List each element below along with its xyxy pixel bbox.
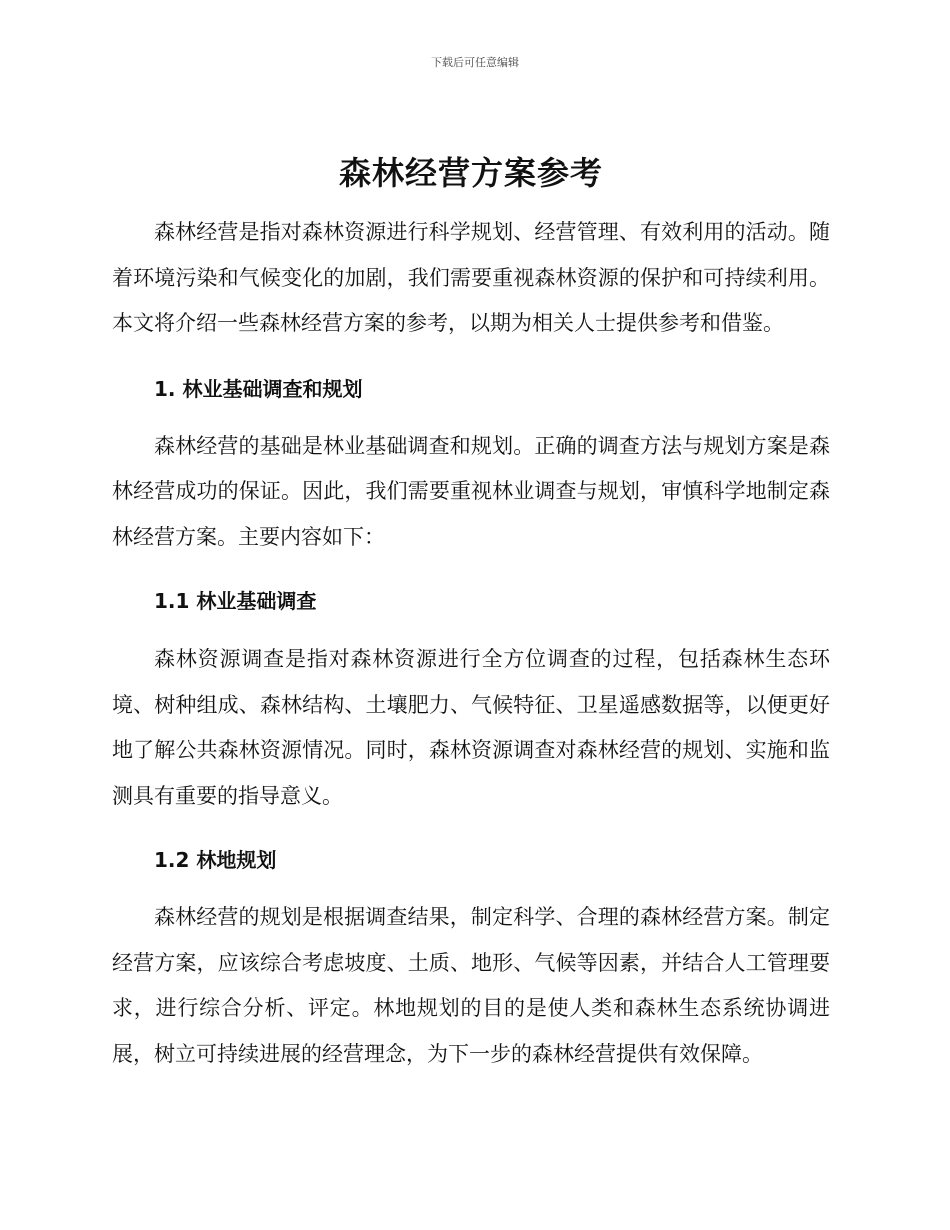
document-body <box>112 148 830 1077</box>
page-header-note: 下载后可任意编辑 <box>431 56 519 69</box>
section-heading-1-2: 1.2 林地规划 <box>154 848 277 872</box>
section-heading-1-1: 1.1 林业基础调查 <box>154 589 317 613</box>
document-title: 森林经营方案参考 <box>338 154 603 192</box>
intro-paragraph: 森林经营是指对森林资源进行科学规划、经营管理、有效利用的活动。随着环境污染和气候变化的加剧，我们需要重视森林资源的保护和可持续利用。本文将介绍一些森林经营方案的参考，以期为相关人士提供参考和借鉴。 <box>112 220 830 335</box>
section-paragraph-1-2: 森林经营的规划是根据调查结果，制定科学、合理的森林经营方案。制定经营方案，应该综合考虑坡度、土质、地形、气候等因素，并结合人工管理要求，进行综合分析、评定。林地规划的目的是使人类和森林生态系统协调进展，树立可持续进展的经营理念，为下一步的森林经营提供有效保障。 <box>112 905 830 1066</box>
section-paragraph-1: 森林经营的基础是林业基础调查和规划。正确的调查方法与规划方案是森林经营成功的保证。因此，我们需要重视林业调查与规划，审慎科学地制定森林经营方案。主要内容如下： <box>112 433 830 549</box>
section-paragraph-1-1: 森林资源调查是指对森林资源进行全方位调查的过程，包括森林生态环境、树种组成、森林结构、土壤肥力、气候特征、卫星遥感数据等，以便更好地了解公共森林资源情况。同时，森林资源调查对森林经营的规划、实施和监测具有重要的指导意义。 <box>112 647 830 808</box>
section-heading-1: 1. 林业基础调查和规划 <box>154 376 363 401</box>
